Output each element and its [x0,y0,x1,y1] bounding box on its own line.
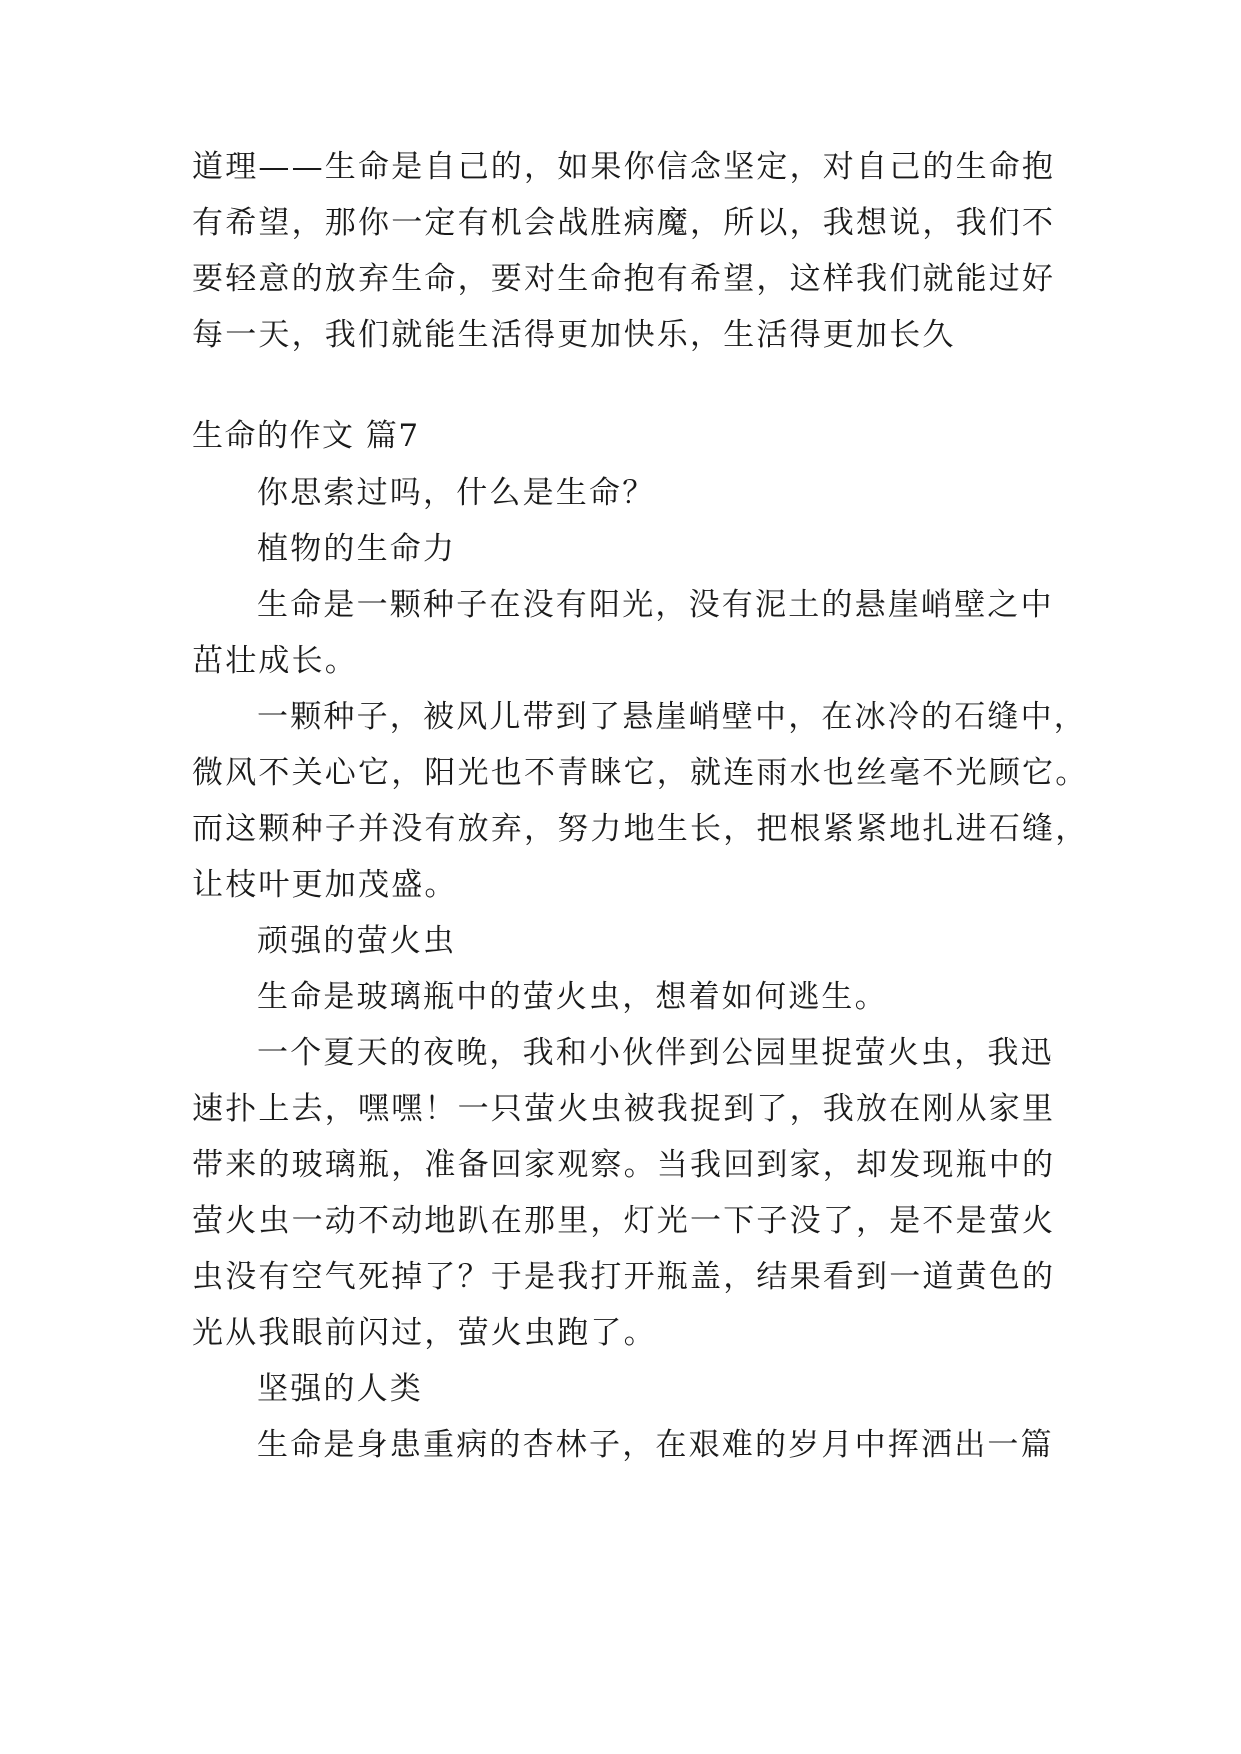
section-title: 生命的作文 篇7 [192,418,420,454]
paragraph-line: 而这颗种子并没有放弃，努力地生长，把根紧紧地扎进石缝， [192,811,1089,847]
paragraph-line: 让枝叶更加茂盛。 [192,867,458,903]
paragraph-line: 一颗种子，被风儿带到了悬崖峭壁中，在冰冷的石缝中， [257,699,1087,735]
paragraph-line: 生命是玻璃瓶中的萤火虫，想着如何逃生。 [257,979,888,1015]
paragraph-line: 光从我眼前闪过，萤火虫跑了。 [192,1315,657,1351]
text-line: 道理——生命是自己的，如果你信念坚定，对自己的生命抱 [192,149,1056,185]
paragraph-line: 生命是身患重病的杏林子，在艰难的岁月中挥洒出一篇 [257,1427,1054,1463]
paragraph-line: 虫没有空气死掉了？于是我打开瓶盖，结果看到一道黄色的 [192,1259,1056,1295]
paragraph-line: 一个夏天的夜晚，我和小伙伴到公园里捉萤火虫，我迅 [257,1035,1054,1071]
paragraph-line: 速扑上去，嘿嘿！一只萤火虫被我捉到了，我放在刚从家里 [192,1091,1056,1127]
paragraph-line: 带来的玻璃瓶，准备回家观察。当我回到家，却发现瓶中的 [192,1147,1056,1183]
subheading: 植物的生命力 [257,531,457,567]
paragraph-line: 微风不关心它，阳光也不青睐它，就连雨水也丝毫不光顾它。 [192,755,1089,791]
paragraph-line: 你思索过吗，什么是生命？ [257,475,656,511]
paragraph-line: 生命是一颗种子在没有阳光，没有泥土的悬崖峭壁之中 [257,587,1054,623]
text-line: 有希望，那你一定有机会战胜病魔，所以，我想说，我们不 [192,205,1056,241]
subheading: 坚强的人类 [257,1371,423,1407]
paragraph-line: 萤火虫一动不动地趴在那里，灯光一下子没了，是不是萤火 [192,1203,1056,1239]
paragraph-line: 茁壮成长。 [192,643,358,679]
text-line: 每一天，我们就能生活得更加快乐，生活得更加长久 [192,317,956,353]
text-line: 要轻意的放弃生命，要对生命抱有希望，这样我们就能过好 [192,261,1056,297]
subheading: 顽强的萤火虫 [257,923,457,959]
